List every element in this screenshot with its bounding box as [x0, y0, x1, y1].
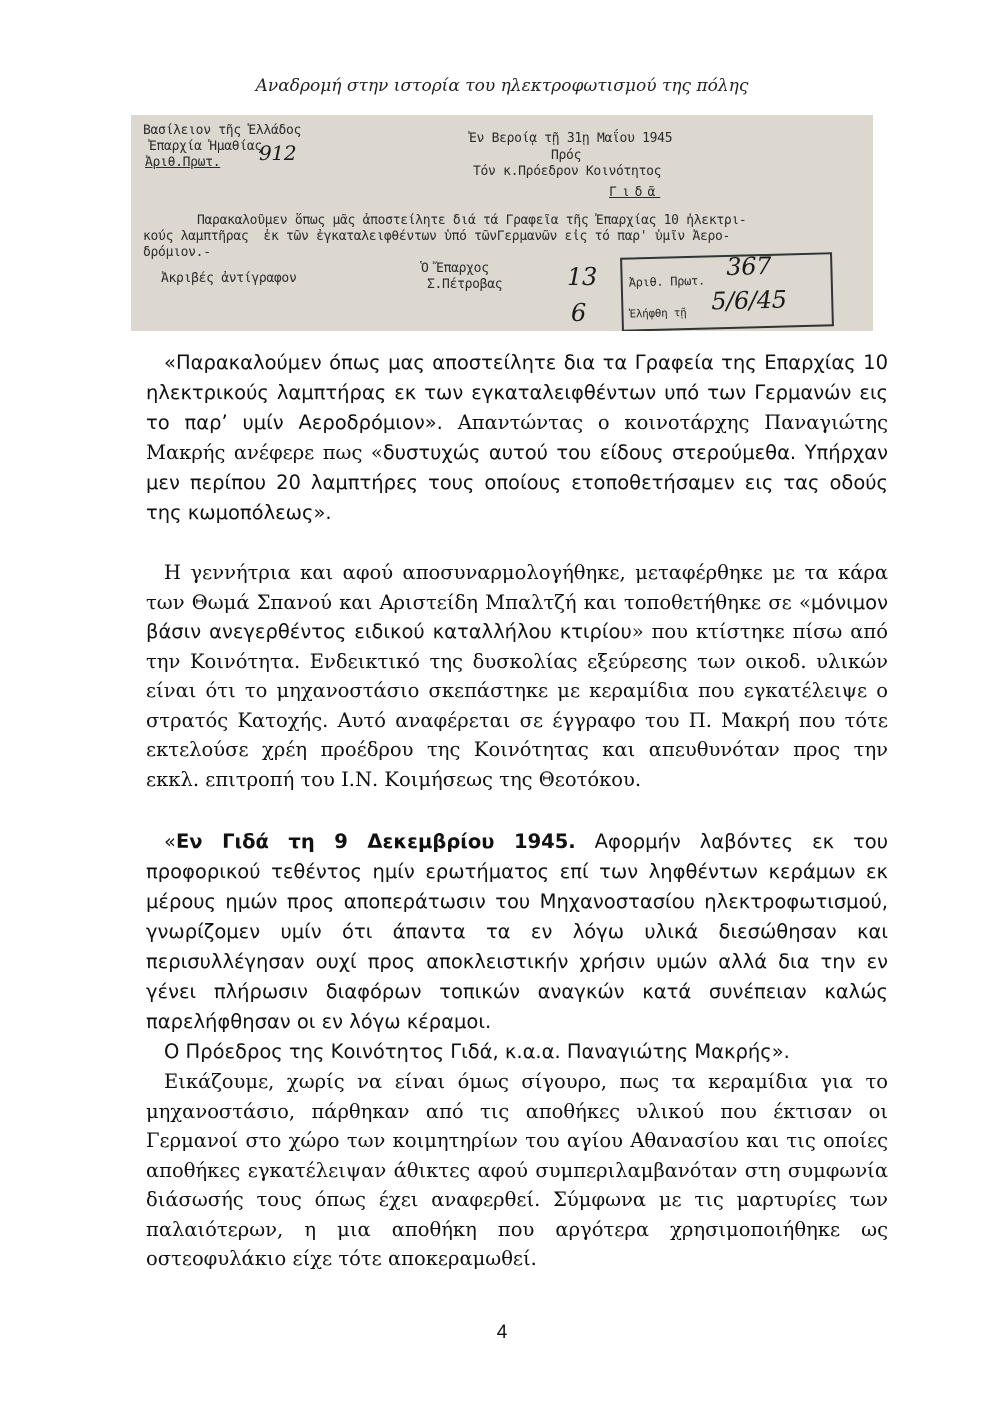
stamp-received-value: 5/6/45 — [710, 285, 788, 316]
letter-dateline: Εν Γιδά τη 9 Δεκεμβρίου 1945. — [175, 830, 576, 853]
scan-recipient: Τόν κ.Πρόεδρον Κοινότητος — [473, 164, 662, 179]
stamp-protocol-label: Ἀριθ. Πρωτ. — [628, 273, 706, 290]
generator-text — [146, 558, 888, 794]
letter-body: Αφορμήν λαβόντες εκ του προφορικού τεθέντος ημίν ερωτήματος επί των ληφθέντων κεράμων εκ μέρους ημών προς αποπεράτωσιν του Μηχανοστασίου ηλεκτροφωτισμού, γνωρίζομεν υμίν ότι άπαντα τα εν λόγω υλικά διεσώθησαν και περισυλλέγησαν ουχί προς αποκλειστικήν χρήσιν υμών αλλά δια την εν γένει πλήρωσιν διαφόρων τοπικών αναγκών κατά συνέπειαν καλώς παρελήφθησαν οι εν λόγω κέραμοι. — [146, 830, 888, 1033]
page-number: 4 — [496, 1322, 508, 1343]
scan-body-line1: Παρακαλοῦμεν ὅπως μᾶς ἀποστείλητε διά τά Γραφεῖα τῆς Ἐπαρχίας 10 ἠλεκτρι- — [197, 213, 747, 228]
scan-received-stamp — [620, 252, 834, 331]
scan-protocol-label: Ἀριθ.Πρωτ. — [145, 155, 221, 170]
tiles-text: Εικάζουμε, χωρίς να είναι όμως σίγουρο, πως τα κεραμίδια για το μηχανοστάσιο, πάρθηκαν από τις αποθήκες υλικού που έκτισαν οι Γερμανοί στο χώρο των κοιμητηρίων του αγίου Αθανασίου και τις οποίες αποθήκες εγκατέλειψαν άθικτες αφού συμπεριλαμβανόταν στη συμφωνία διάσωσής τους όπως έχει αναφερθεί. Σύμφωνα με τις μαρτυρίες των παλαιότερων, η μια αποθήκη που αργότερα χρησιμοποιήθηκε ως οστεοφυλάκιο είχε τότε αποκεραμωθεί. — [146, 1070, 888, 1270]
stamp-received-label: Ἐλήφθη τῇ — [629, 306, 687, 321]
scan-prefecture: Ἐπαρχία Ἡμαθίας — [149, 139, 262, 154]
quote-open: « — [164, 351, 176, 374]
running-header: Αναδρομή στην ιστορία του ηλεκτροφωτισμού της πόλης — [255, 76, 749, 96]
scan-sign-name: Σ.Πέτροβας — [427, 277, 503, 292]
quote-close: ». — [424, 411, 443, 434]
scan-to: Πρός — [551, 148, 582, 163]
scan-kingdom: Βασίλειον τῆς Ἑλλάδος — [143, 123, 302, 138]
scanned-document-image — [131, 115, 873, 331]
scan-place: Γιδᾶ — [609, 185, 661, 200]
generator-quote: μόνιμον βάσιν ανεγερθέντος ειδικού καταλλήλου κτιρίου — [146, 590, 888, 643]
scan-hand-6: 6 — [571, 299, 586, 327]
generator-text-a: Η γεννήτρια και αφού αποσυναρμολογήθηκε, μεταφέρθηκε με τα κάρα των Θωμά Σπανού και Αριστείδη Μπαλτζή και τοποθετήθηκε σε « — [146, 561, 888, 614]
scan-body-line3: δρόμιον.- — [143, 245, 211, 260]
scan-date: Ἐν Βεροίᾳ τῇ 31ῃ Μαΐου 1945 — [469, 131, 673, 146]
quote-text: Παρακαλούμεν όπως μας αποστείλητε δια τα Γραφεία της Επαρχίας 10 ηλεκτρικούς λαμπτήρας εκ των εγκαταλειφθέντων υπό των Γερμανών εις το παρ’ υμίν Αεροδρόμιον — [146, 351, 888, 434]
generator-text-b: » που κτίστηκε πίσω από την Κοινότητα. Ενδεικτικό της δυσκολίας εξεύρεσης των οικοδ. υλικών είναι ότι το μηχανοστάσιο σκεπάστηκε με κεραμίδια που εγκατέλειψε ο στρατός Κατοχής. Αυτό αναφέρεται σε έγγραφο του Π. Μακρή που τότε εκτελούσε χρέη προέδρου της Κοινότητας και απευθυνόταν προς την εκκλ. επιτροπή του Ι.Ν. Κοιμήσεως της Θεοτόκου. — [146, 620, 888, 791]
scan-protocol-handwritten: 912 — [259, 141, 297, 165]
quote-block-2 — [146, 827, 888, 1067]
quote-paragraph-1 — [146, 348, 888, 528]
letter-signature: Ο Πρόεδρος της Κοινότητος Γιδά, κ.α.α. Παναγιώτης Μακρής». — [164, 1040, 790, 1063]
scan-sign-title: Ὁ Ἔπαρχος — [421, 261, 489, 276]
quote-block-1 — [146, 348, 888, 528]
letter-quote — [146, 827, 888, 1037]
scan-copy-note: Ἀκριβές ἀντίγραφον — [161, 271, 297, 286]
paragraph-tiles — [146, 1067, 888, 1274]
stamp-protocol-value: 367 — [725, 251, 772, 282]
response-quote: δυστυχώς αυτού του είδους στερούμεθα. Υπήρχαν μεν περίπου 20 λαμπτήρες τους οποίους ετοποθετήσαμεν εις τας οδούς της κωμοπόλεως — [146, 441, 888, 524]
letter-open: « — [164, 830, 176, 853]
response-intro: Απαντώντας ο κοινοτάρχης Παναγιώτης Μακρής ανέφερε πως « — [146, 411, 889, 464]
response-close: ». — [313, 501, 332, 524]
paragraph-generator — [146, 558, 888, 794]
scan-body-line2: κούς λαμπτῆρας ἐκ τῶν ἐγκαταλειφθέντων ὑπό τῶνΓερμανῶν εἰς τό παρ' ὑμῖν Ἀερο- — [143, 229, 731, 244]
scan-hand-13: 13 — [567, 263, 597, 291]
